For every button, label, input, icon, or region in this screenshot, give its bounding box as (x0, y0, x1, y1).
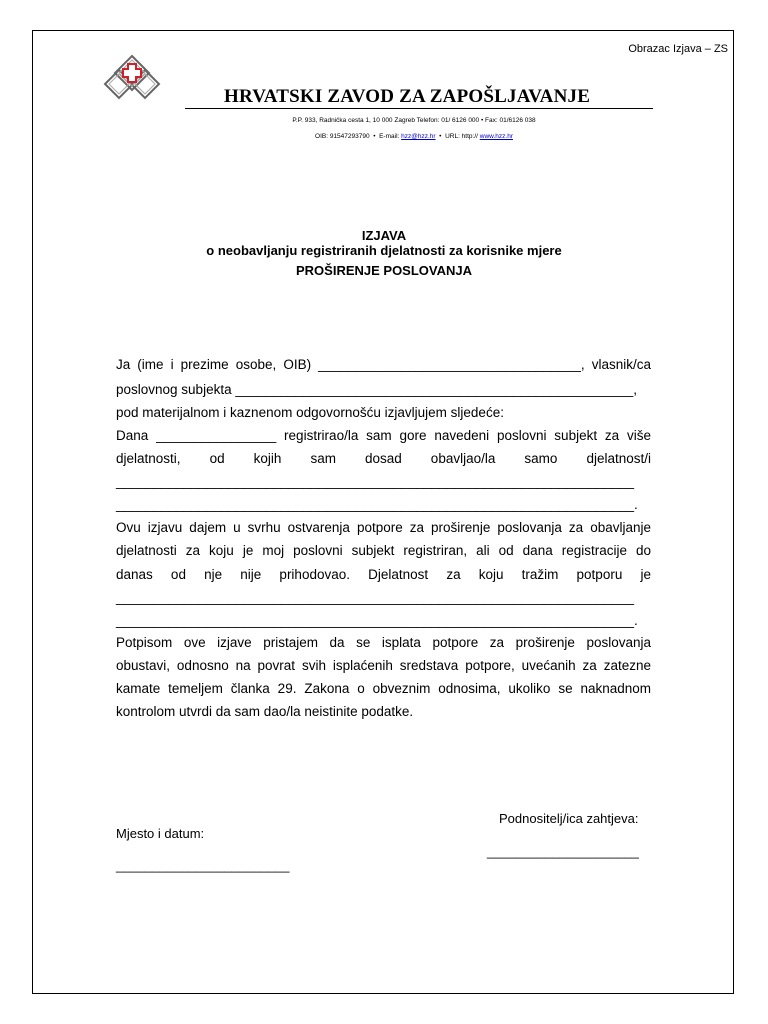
form-code: Obrazac Izjava – ZS (628, 43, 728, 55)
url-label: URL: http:// (445, 133, 478, 140)
org-name: HRVATSKI ZAVOD ZA ZAPOŠLJAVANJE (224, 86, 591, 107)
address-line: P.P. 933, Radnička cesta 1, 10 000 Zagreb Telefon: 01/ 6126 000 • Fax: 01/6126 038 (292, 117, 536, 124)
body-line: Potpisom ove izjave pristajem da se isplata potpore za proširenje poslovanja (116, 635, 651, 650)
body-line: kamate temeljem članka 29. Zakona o obveznim odnosima, ukoliko se naknadnom (116, 681, 651, 696)
blank-line: _____________________________________________________________________ (116, 474, 635, 489)
header-rule (185, 108, 653, 109)
body-line: djelatnosti za koju je moj poslovni subjekt registriran, ali od dana registracije do (116, 543, 651, 558)
contact-line: OIB: 91547293790 • E-mail: hzz@hzz.hr • URL: http:// www.hzz.hr (315, 133, 513, 140)
url-link[interactable]: www.hzz.hr (479, 133, 513, 140)
blank-line: _____________________________________________________________________. (116, 497, 638, 512)
body-line: Ja (ime i prezime osobe, OIB) ___________________________________, vlasnik/ca (116, 357, 651, 372)
title-izjava: IZJAVA (361, 228, 407, 243)
body-line: obustavi, odnosno na povrat svih isplaćenih sredstava potpore, uvećanih za zatezne (116, 658, 651, 673)
hzz-logo (103, 54, 161, 102)
body-line: pod materijalnom i kaznenom odgovornošću izjavljujem sljedeće: (116, 405, 504, 420)
body-line: djelatnosti, od kojih sam dosad obavljao/la samo djelatnost/i (116, 451, 651, 466)
place-date-label: Mjesto i datum: (116, 826, 205, 841)
email-link[interactable]: hzz@hzz.hr (401, 133, 436, 140)
body-line: Ovu izjavu dajem u svrhu ostvarenja potpore za proširenje poslovanja za obavljanje (116, 520, 651, 535)
title-measure: PROŠIRENJE POSLOVANJA (295, 263, 473, 278)
oib-text: OIB: 91547293790 (315, 133, 370, 140)
applicant-label: Podnositelj/ica zahtjeva: (499, 811, 639, 826)
body-line: danas od nje nije prihodovao. Djelatnost za koju tražim potporu je (116, 567, 651, 582)
title-subtitle: o neobavljanju registriranih djelatnosti za korisnike mjere (206, 243, 562, 258)
place-date-line: ________________________ (116, 858, 290, 873)
body-line: Dana ________________ registrirao/la sam gore navedeni poslovni subjekt za više (116, 428, 651, 443)
applicant-signature-line: _____________________ (487, 844, 639, 859)
blank-line: _____________________________________________________________________. (116, 613, 638, 628)
body-line: kontrolom utvrdi da sam dao/la neistinite podatke. (116, 704, 414, 719)
blank-line: _____________________________________________________________________ (116, 590, 635, 605)
email-label: E-mail: (379, 133, 400, 140)
body-line: poslovnog subjekta _____________________________________________________, (116, 382, 638, 397)
